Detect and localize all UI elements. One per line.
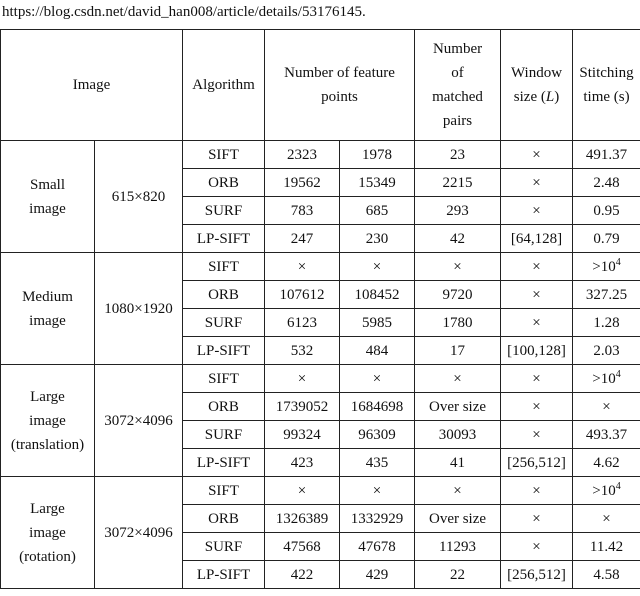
header-window-var: L [545,89,555,105]
feature-points-2-cell: × [340,365,415,393]
feature-points-1-cell: 2323 [265,141,340,169]
feature-points-1-cell: × [265,365,340,393]
image-category-cell [1,477,95,589]
window-size-cell: × [501,533,573,561]
source-url: https://blog.csdn.net/david_han008/article/details/53176145. [2,4,366,20]
header-algorithm: Algorithm [183,30,265,141]
matched-pairs-cell: Over size [415,505,501,533]
image-category-line: (translation) [10,436,85,453]
feature-points-1-cell: 1326389 [265,505,340,533]
header-window-line2-suffix: ) [554,89,560,105]
window-size-cell: × [501,197,573,225]
window-size-cell: × [501,393,573,421]
matched-pairs-cell: 1780 [415,309,501,337]
header-time-line2: time (s) [583,89,630,105]
feature-points-1-cell: 422 [265,561,340,589]
feature-points-2-cell: 96309 [340,421,415,449]
image-category-line: Large [30,388,65,405]
stitching-time-cell [573,337,640,365]
stitching-time-value: 2.48 [593,174,620,191]
window-size-cell: × [501,477,573,505]
feature-points-1-cell: 19562 [265,169,340,197]
window-size-cell: [64,128] [501,225,573,253]
image-size-cell: 3072×4096 [95,477,183,589]
feature-points-1-cell: 6123 [265,309,340,337]
feature-points-2-cell: 429 [340,561,415,589]
image-category-cell [1,365,95,477]
feature-points-2-cell: 435 [340,449,415,477]
stitching-time-value: 2.03 [593,342,620,359]
algorithm-cell: SIFT [183,253,265,281]
feature-points-2-cell: 1332929 [340,505,415,533]
matched-pairs-cell: × [415,253,501,281]
window-size-cell: × [501,253,573,281]
header-matched-line2: of [451,65,464,81]
feature-points-2-cell: 47678 [340,533,415,561]
feature-points-1-cell: 99324 [265,421,340,449]
header-stitching-time [573,30,640,141]
matched-pairs-cell: 23 [415,141,501,169]
matched-pairs-cell: 293 [415,197,501,225]
stitching-time-cell [573,141,640,169]
window-size-cell: [100,128] [501,337,573,365]
feature-points-1-cell: 107612 [265,281,340,309]
matched-pairs-cell: × [415,477,501,505]
matched-pairs-cell: × [415,365,501,393]
stitching-time-value: >10 [592,482,616,499]
window-size-cell: [256,512] [501,449,573,477]
image-category-line: Large [30,500,65,517]
algorithm-cell: ORB [183,281,265,309]
stitching-time-value: 1.28 [593,314,620,331]
comparison-table [0,29,640,589]
stitching-time-cell [573,561,640,589]
header-window-size [501,30,573,141]
table-row [1,253,640,281]
stitching-time-cell [573,449,640,477]
image-category-line: (rotation) [19,548,76,565]
feature-points-2-cell: 1684698 [340,393,415,421]
table-row [1,477,640,505]
header-image: Image [1,30,183,141]
algorithm-cell: ORB [183,169,265,197]
stitching-time-value: 493.37 [585,426,628,443]
header-matched-line1: Number [432,41,483,57]
feature-points-2-cell: 1978 [340,141,415,169]
window-size-cell: × [501,141,573,169]
feature-points-1-cell: 783 [265,197,340,225]
header-window-line2-prefix: size ( [513,89,546,105]
matched-pairs-cell: Over size [415,393,501,421]
stitching-time-value: 11.42 [589,538,624,555]
stitching-time-value: 0.79 [593,230,620,247]
algorithm-cell: SURF [183,421,265,449]
stitching-time-value: 491.37 [585,146,628,163]
feature-points-1-cell: 47568 [265,533,340,561]
feature-points-2-cell: 108452 [340,281,415,309]
image-category-cell [1,253,95,365]
stitching-time-exponent: 4 [615,368,621,380]
window-size-cell: × [501,169,573,197]
algorithm-cell: ORB [183,393,265,421]
window-size-cell: × [501,309,573,337]
matched-pairs-cell: 11293 [415,533,501,561]
header-matched-line4: pairs [442,113,473,129]
matched-pairs-cell: 41 [415,449,501,477]
feature-points-2-cell: 484 [340,337,415,365]
stitching-time-cell [573,365,640,393]
feature-points-1-cell: 247 [265,225,340,253]
algorithm-cell: LP-SIFT [183,561,265,589]
header-time-line1: Stitching [579,65,634,81]
stitching-time-cell [573,421,640,449]
window-size-cell: × [501,505,573,533]
header-row [1,30,640,141]
feature-points-1-cell: × [265,253,340,281]
header-feature-points-line1: Number of feature [284,65,395,81]
window-size-cell: [256,512] [501,561,573,589]
stitching-time-cell [573,281,640,309]
algorithm-cell: LP-SIFT [183,449,265,477]
image-size-cell: 1080×1920 [95,253,183,365]
image-category-line: image [29,200,66,217]
table-row [1,141,640,169]
algorithm-cell: SURF [183,197,265,225]
stitching-time-value: × [602,398,611,415]
stitching-time-cell [573,253,640,281]
stitching-time-cell [573,505,640,533]
stitching-time-value: >10 [592,370,616,387]
feature-points-1-cell: 532 [265,337,340,365]
feature-points-2-cell: 5985 [340,309,415,337]
matched-pairs-cell: 22 [415,561,501,589]
window-size-cell: × [501,281,573,309]
image-size-cell: 3072×4096 [95,365,183,477]
header-feature-points [265,30,415,141]
stitching-time-cell [573,393,640,421]
stitching-time-cell [573,533,640,561]
algorithm-cell: SURF [183,309,265,337]
window-size-cell: × [501,365,573,393]
feature-points-2-cell: × [340,477,415,505]
algorithm-cell: SIFT [183,477,265,505]
algorithm-cell: SURF [183,533,265,561]
feature-points-1-cell: 423 [265,449,340,477]
header-feature-points-line2: points [321,89,358,105]
stitching-time-cell [573,225,640,253]
table-row [1,365,640,393]
stitching-time-exponent: 4 [615,480,621,492]
stitching-time-value: 4.62 [593,454,620,471]
feature-points-2-cell: 230 [340,225,415,253]
matched-pairs-cell: 2215 [415,169,501,197]
image-category-cell [1,141,95,253]
matched-pairs-cell: 30093 [415,421,501,449]
feature-points-1-cell: 1739052 [265,393,340,421]
algorithm-cell: LP-SIFT [183,337,265,365]
matched-pairs-cell: 9720 [415,281,501,309]
stitching-time-value: >10 [592,258,616,275]
stitching-time-value: × [602,510,611,527]
stitching-time-cell [573,309,640,337]
image-category-line: Medium [22,288,73,305]
image-category-line: image [29,312,66,329]
stitching-time-cell [573,477,640,505]
stitching-time-cell [573,197,640,225]
feature-points-1-cell: × [265,477,340,505]
feature-points-2-cell: 15349 [340,169,415,197]
stitching-time-value: 0.95 [593,202,620,219]
algorithm-cell: ORB [183,505,265,533]
header-matched-line3: matched [432,89,483,105]
stitching-time-value: 327.25 [585,286,628,303]
stitching-time-exponent: 4 [615,256,621,268]
image-category-line: image [29,412,66,429]
stitching-time-cell [573,169,640,197]
image-category-line: Small [29,176,65,193]
image-category-line: image [29,524,66,541]
feature-points-2-cell: × [340,253,415,281]
matched-pairs-cell: 17 [415,337,501,365]
feature-points-2-cell: 685 [340,197,415,225]
algorithm-cell: SIFT [183,141,265,169]
matched-pairs-cell: 42 [415,225,501,253]
stitching-time-value: 4.58 [593,566,620,583]
algorithm-cell: SIFT [183,365,265,393]
header-window-line1: Window [510,65,563,81]
header-matched-pairs [415,30,501,141]
algorithm-cell: LP-SIFT [183,225,265,253]
image-size-cell: 615×820 [95,141,183,253]
window-size-cell: × [501,421,573,449]
